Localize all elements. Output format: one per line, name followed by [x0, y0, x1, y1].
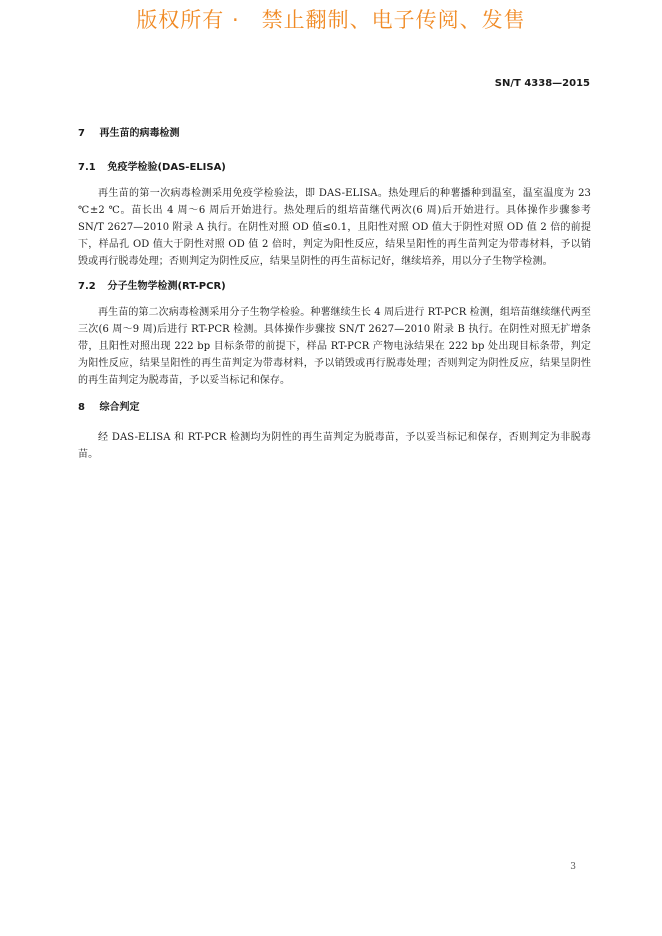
document-body: [78, 127, 591, 473]
standard-code: SN/T 4338—2015: [494, 78, 590, 89]
section-number: 7.2: [78, 281, 96, 292]
section-number: 7.1: [78, 162, 96, 173]
section-number: 7: [78, 128, 85, 139]
section-7-2-heading: [78, 280, 591, 294]
section-7-2-paragraph: 再生苗的第二次病毒检测采用分子生物学检验。种薯继续生长 4 周后进行 RT-PCR 检测，组培苗继续继代两至三次(6 周～9 周)后进行 RT-PCR 检测。具体操作步骤按 SN/T 2627—2010 附录 B 执行。在阴性对照无扩增条带，且阳性对照出现 222 bp 目标条带的前提下，样品 RT-PCR 产物电泳结果在 222 bp 处出现目标条带，判定为阳性反应，结果呈阳性的再生苗判定为带毒材料，予以销毁或再行脱毒处理；否则判定为阴性反应，结果呈阴性的再生苗判定为脱毒苗，予以妥当标记和保存。: [78, 307, 591, 386]
section-8: [78, 401, 591, 463]
section-title: 再生苗的病毒检测: [99, 128, 180, 139]
section-7-1-paragraph: 再生苗的第一次病毒检测采用免疫学检验法，即 DAS-ELISA。热处理后的种薯播种到温室，温室温度为 23 ℃±2 ℃。苗长出 4 周～6 周后开始进行。热处理后的组培苗继代两次(6 周)后开始进行。具体操作步骤参考 SN/T 2627—2010 附录 A 执行。在阴性对照 OD 值≤0.1，且阳性对照 OD 值大于阴性对照 OD 值 2 倍的前提下，样品孔 OD 值大于阴性对照 OD 值 2 倍时，判定为阳性反应，结果呈阳性的再生苗判定为带毒材料，予以销毁或再行脱毒处理；否则判定为阴性反应，结果呈阴性的再生苗标记好，继续培养，用以分子生物学检测。: [78, 188, 591, 267]
section-number: 8: [78, 402, 85, 413]
section-title: 免疫学检验(DAS-ELISA): [107, 162, 226, 173]
section-title: 分子生物学检测(RT-PCR): [107, 281, 226, 292]
section-7-heading: [78, 127, 591, 141]
section-8-heading: [78, 401, 591, 415]
section-title: 综合判定: [99, 402, 140, 413]
page-number: 3: [570, 862, 576, 872]
copyright-watermark: 版权所有 · 禁止翻制、电子传阅、发售: [136, 8, 526, 32]
section-7-1-heading: [78, 161, 591, 175]
section-8-paragraph: 经 DAS-ELISA 和 RT-PCR 检测均为阴性的再生苗判定为脱毒苗，予以妥当标记和保存，否则判定为非脱毒苗。: [78, 432, 591, 460]
